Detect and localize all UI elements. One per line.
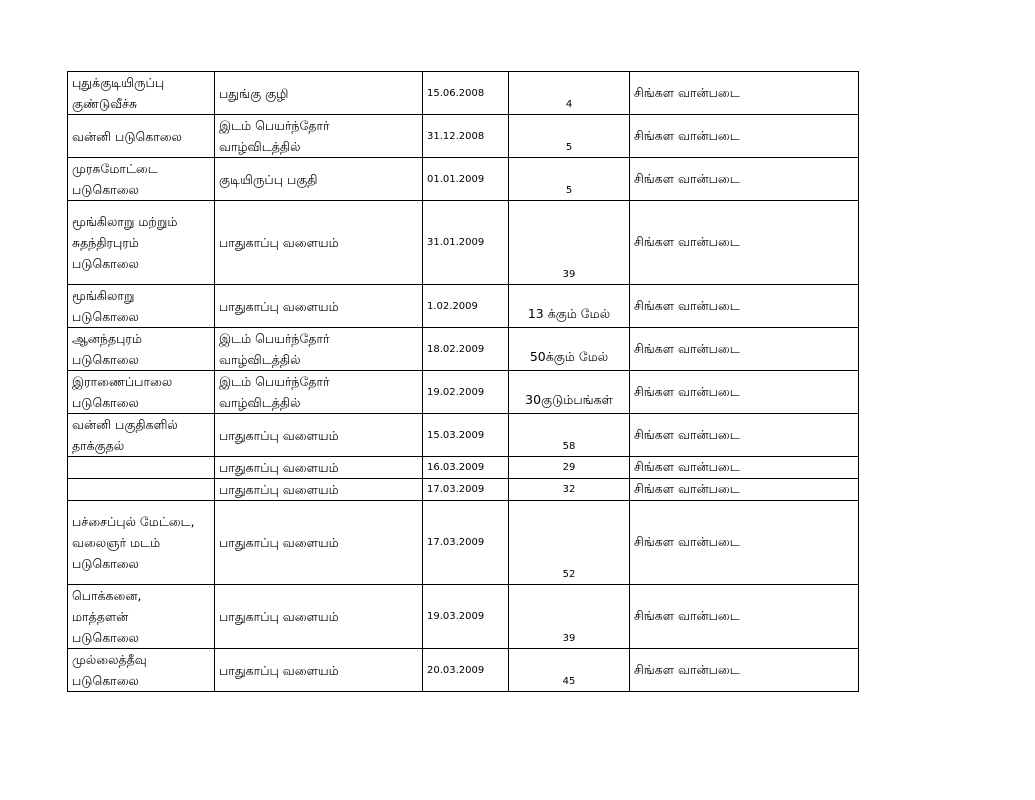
perpetrator-cell: சிங்கள வான்படை (630, 285, 859, 328)
table-row (68, 285, 859, 328)
location-line: பாதுகாப்பு வளையம் (219, 609, 339, 624)
incident-name-line: பொக்கனை, (72, 588, 142, 603)
location-cell (215, 414, 423, 457)
casualty-count: 13 க்கும் மேல் (527, 306, 611, 321)
incident-name-line: இராணைப்பாலை (72, 374, 173, 389)
perpetrator-cell: சிங்கள வான்படை (630, 457, 859, 479)
location-line: பாதுகாப்பு வளையம் (219, 482, 339, 497)
incident-name-cell (68, 371, 215, 414)
incident-name-line: முல்லைத்தீவு (72, 652, 147, 667)
incident-table-body (68, 72, 859, 692)
location-cell (215, 585, 423, 649)
incident-name-cell (68, 501, 215, 585)
incident-name-cell (68, 649, 215, 692)
incident-name-line: பச்சைப்புல் மேட்டை, (72, 514, 195, 529)
incident-name-line: படுகொலை (72, 673, 139, 688)
location-cell (215, 158, 423, 201)
date-cell: 19.02.2009 (423, 371, 509, 414)
casualty-count: 29 (562, 462, 576, 473)
date-cell: 15.03.2009 (423, 414, 509, 457)
incident-name-cell (68, 115, 215, 158)
date-cell: 31.12.2008 (423, 115, 509, 158)
location-cell (215, 649, 423, 692)
incident-name-line: மூங்கிலாறு மற்றும் (72, 214, 178, 229)
incident-name-cell (68, 72, 215, 115)
incident-name-line: படுகொலை (72, 182, 139, 197)
perpetrator-cell: சிங்கள வான்படை (630, 585, 859, 649)
location-line: பாதுகாப்பு வளையம் (219, 235, 339, 250)
table-row (68, 371, 859, 414)
location-cell (215, 371, 423, 414)
incident-name-line: வலைஞர் மடம் (72, 535, 161, 550)
incident-name-line: படுகொலை (72, 309, 139, 324)
incident-name-line: புதுக்குடியிருப்பு (72, 75, 165, 90)
casualty-count-cell (509, 479, 630, 501)
incident-name-line: வன்னி பகுதிகளில் (72, 417, 178, 432)
table-row (68, 585, 859, 649)
incident-name-line: தாக்குதல் (72, 438, 125, 453)
table-row (68, 501, 859, 585)
location-cell (215, 457, 423, 479)
location-line: பதுங்கு குழி (219, 85, 289, 101)
location-line: பாதுகாப்பு வளையம் (219, 535, 339, 550)
casualty-count: 58 (562, 441, 576, 452)
casualty-count-cell (509, 201, 630, 285)
date-cell: 15.06.2008 (423, 72, 509, 115)
incident-name-cell (68, 201, 215, 285)
location-cell (215, 479, 423, 501)
perpetrator-cell: சிங்கள வான்படை (630, 201, 859, 285)
location-cell (215, 285, 423, 328)
casualty-count-cell (509, 585, 630, 649)
casualty-count: 39 (562, 269, 576, 280)
perpetrator-cell: சிங்கள வான்படை (630, 479, 859, 501)
incident-name-cell (68, 285, 215, 328)
location-cell (215, 72, 423, 115)
incident-name-line: முரசுமோட்டை (72, 161, 158, 176)
perpetrator-cell: சிங்கள வான்படை (630, 414, 859, 457)
incident-name-line: மாத்தளன் (72, 609, 129, 624)
incident-name-line: குண்டுவீச்சு (72, 96, 138, 111)
date-cell: 17.03.2009 (423, 479, 509, 501)
incident-name-cell (68, 457, 215, 479)
location-line: பாதுகாப்பு வளையம் (219, 298, 339, 314)
table-row (68, 479, 859, 501)
casualty-count-cell (509, 649, 630, 692)
date-cell: 17.03.2009 (423, 501, 509, 585)
perpetrator-cell: சிங்கள வான்படை (630, 158, 859, 201)
perpetrator-cell: சிங்கள வான்படை (630, 501, 859, 585)
date-cell: 1.02.2009 (423, 285, 509, 328)
incident-name-line: படுகொலை (72, 352, 139, 367)
table-row (68, 457, 859, 479)
table-row (68, 649, 859, 692)
casualty-count: 30குடும்பங்கள் (525, 392, 613, 407)
casualty-count: 52 (562, 569, 576, 580)
casualty-count-cell (509, 72, 630, 115)
incident-name-cell (68, 585, 215, 649)
table-row (68, 201, 859, 285)
casualty-count-cell (509, 328, 630, 371)
incident-name-line: படுகொலை (72, 256, 139, 271)
location-cell (215, 115, 423, 158)
casualty-count-cell (509, 158, 630, 201)
casualty-count-cell (509, 115, 630, 158)
perpetrator-cell: சிங்கள வான்படை (630, 115, 859, 158)
casualty-count-cell (509, 501, 630, 585)
location-line: வாழ்விடத்தில் (219, 139, 301, 154)
perpetrator-cell: சிங்கள வான்படை (630, 371, 859, 414)
table-row (68, 115, 859, 158)
perpetrator-cell: சிங்கள வான்படை (630, 328, 859, 371)
incident-name-cell (68, 158, 215, 201)
location-line: குடியிருப்பு பகுதி (219, 171, 318, 187)
location-line: வாழ்விடத்தில் (219, 352, 301, 367)
location-line: இடம் பெயர்ந்தோர் (219, 374, 330, 389)
casualty-count: 5 (565, 185, 573, 196)
table-row (68, 414, 859, 457)
casualty-count: 39 (562, 633, 576, 644)
perpetrator-cell: சிங்கள வான்படை (630, 649, 859, 692)
incident-name-line: சுதந்திரபுரம் (72, 235, 139, 250)
incident-name-line: வன்னி படுகொலை (72, 128, 182, 144)
incident-name-cell (68, 414, 215, 457)
location-line: பாதுகாப்பு வளையம் (219, 460, 339, 475)
date-cell: 16.03.2009 (423, 457, 509, 479)
date-cell: 20.03.2009 (423, 649, 509, 692)
location-cell (215, 328, 423, 371)
location-line: பாதுகாப்பு வளையம் (219, 662, 339, 678)
incident-name-cell (68, 328, 215, 371)
table-row (68, 72, 859, 115)
casualty-count-cell (509, 457, 630, 479)
casualty-count-cell (509, 371, 630, 414)
incident-table (67, 71, 859, 692)
casualty-count: 45 (562, 676, 576, 687)
casualty-count: 4 (565, 99, 573, 110)
casualty-count-cell (509, 285, 630, 328)
incident-name-line: மூங்கிலாறு (72, 288, 135, 303)
casualty-count: 50க்கும் மேல் (529, 349, 609, 364)
incident-name-line: ஆனந்தபுரம் (72, 331, 142, 346)
location-cell (215, 501, 423, 585)
casualty-count-cell (509, 414, 630, 457)
incident-name-line: படுகொலை (72, 556, 139, 571)
casualty-count: 32 (562, 484, 576, 495)
location-line: இடம் பெயர்ந்தோர் (219, 331, 330, 346)
casualty-count: 5 (565, 142, 573, 153)
date-cell: 01.01.2009 (423, 158, 509, 201)
table-row (68, 328, 859, 371)
perpetrator-cell: சிங்கள வான்படை (630, 72, 859, 115)
table-row (68, 158, 859, 201)
location-cell (215, 201, 423, 285)
incident-name-line: படுகொலை (72, 630, 139, 645)
location-line: பாதுகாப்பு வளையம் (219, 427, 339, 443)
date-cell: 18.02.2009 (423, 328, 509, 371)
location-line: இடம் பெயர்ந்தோர் (219, 118, 330, 133)
incident-name-cell (68, 479, 215, 501)
date-cell: 19.03.2009 (423, 585, 509, 649)
incident-name-line: படுகொலை (72, 395, 139, 410)
date-cell: 31.01.2009 (423, 201, 509, 285)
location-line: வாழ்விடத்தில் (219, 395, 301, 410)
